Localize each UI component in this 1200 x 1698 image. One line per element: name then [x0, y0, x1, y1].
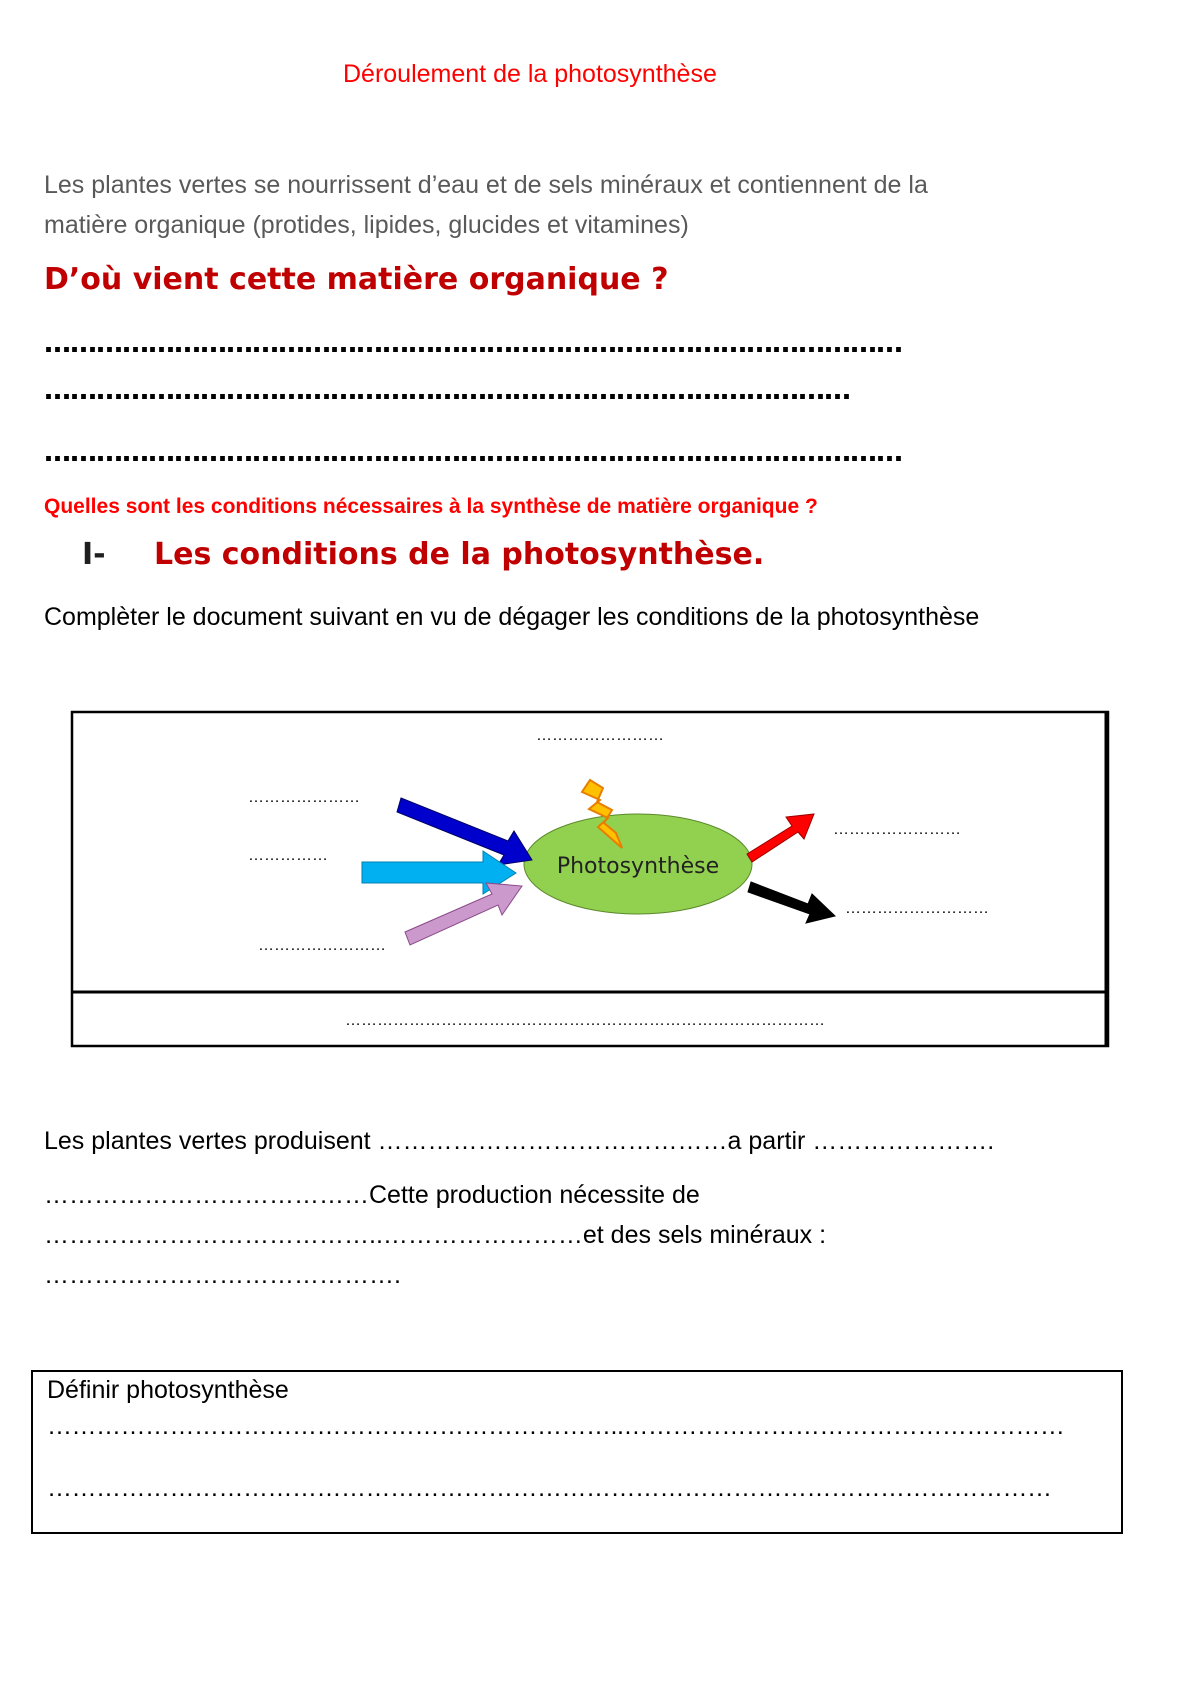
intro-line-2: matière organique (protides, lipides, glucides et vitamines) [44, 211, 689, 239]
answer-line-3[interactable]: ……………………………………………………………………………………… [44, 437, 902, 468]
answer-line-1[interactable]: ……………………………………………………………………………………… [44, 328, 902, 359]
definition-label: Définir photosynthèse [47, 1376, 289, 1404]
fill-in-line-4[interactable]: ……………………………………. [44, 1261, 401, 1289]
definition-line-2[interactable]: …………………………………………………………………………………………………………… [47, 1474, 1052, 1502]
section-title: Les conditions de la photosynthèse. [154, 537, 765, 572]
answer-line-2[interactable]: ………………………………………………………………………………… [44, 375, 850, 406]
main-question: D’où vient cette matière organique ? [44, 262, 669, 297]
section-number: I- [82, 537, 106, 572]
instruction-text: Complèter le document suivant en vu de dégager les conditions de la photosynthèse [44, 603, 980, 631]
input-blank-1[interactable]: ………………… [248, 789, 360, 806]
photosynthesis-diagram [70, 710, 1110, 1050]
fill-in-line-2[interactable]: …………………………………Cette production nécessite de [44, 1181, 700, 1209]
input-blank-2[interactable]: …………… [248, 847, 328, 864]
top-blank[interactable]: …………………… [536, 727, 664, 744]
ellipse-label: Photosynthèse [556, 854, 720, 879]
definition-line-1[interactable]: ……………………………………………………………..……………………………………………… [47, 1412, 1065, 1440]
caption-blank[interactable]: ……………………………………………………………………………… [345, 1012, 825, 1029]
sub-question: Quelles sont les conditions nécessaires à la synthèse de matière organique ? [44, 495, 818, 518]
fill-in-line-1[interactable]: Les plantes vertes produisent ……………………………………a partir …………………. [44, 1127, 995, 1155]
page-title: Déroulement de la photosynthèse [343, 60, 717, 88]
intro-line-1: Les plantes vertes se nourrissent d’eau et de sels minéraux et contiennent de la [44, 171, 928, 199]
definition-box [31, 1370, 1123, 1534]
output-blank-1[interactable]: …………………… [833, 821, 961, 838]
input-blank-3[interactable]: …………………… [258, 937, 386, 954]
fill-in-line-3[interactable]: …………………………………..……………………et des sels minéraux : [44, 1221, 827, 1249]
output-blank-2[interactable]: ……………………… [845, 900, 989, 917]
